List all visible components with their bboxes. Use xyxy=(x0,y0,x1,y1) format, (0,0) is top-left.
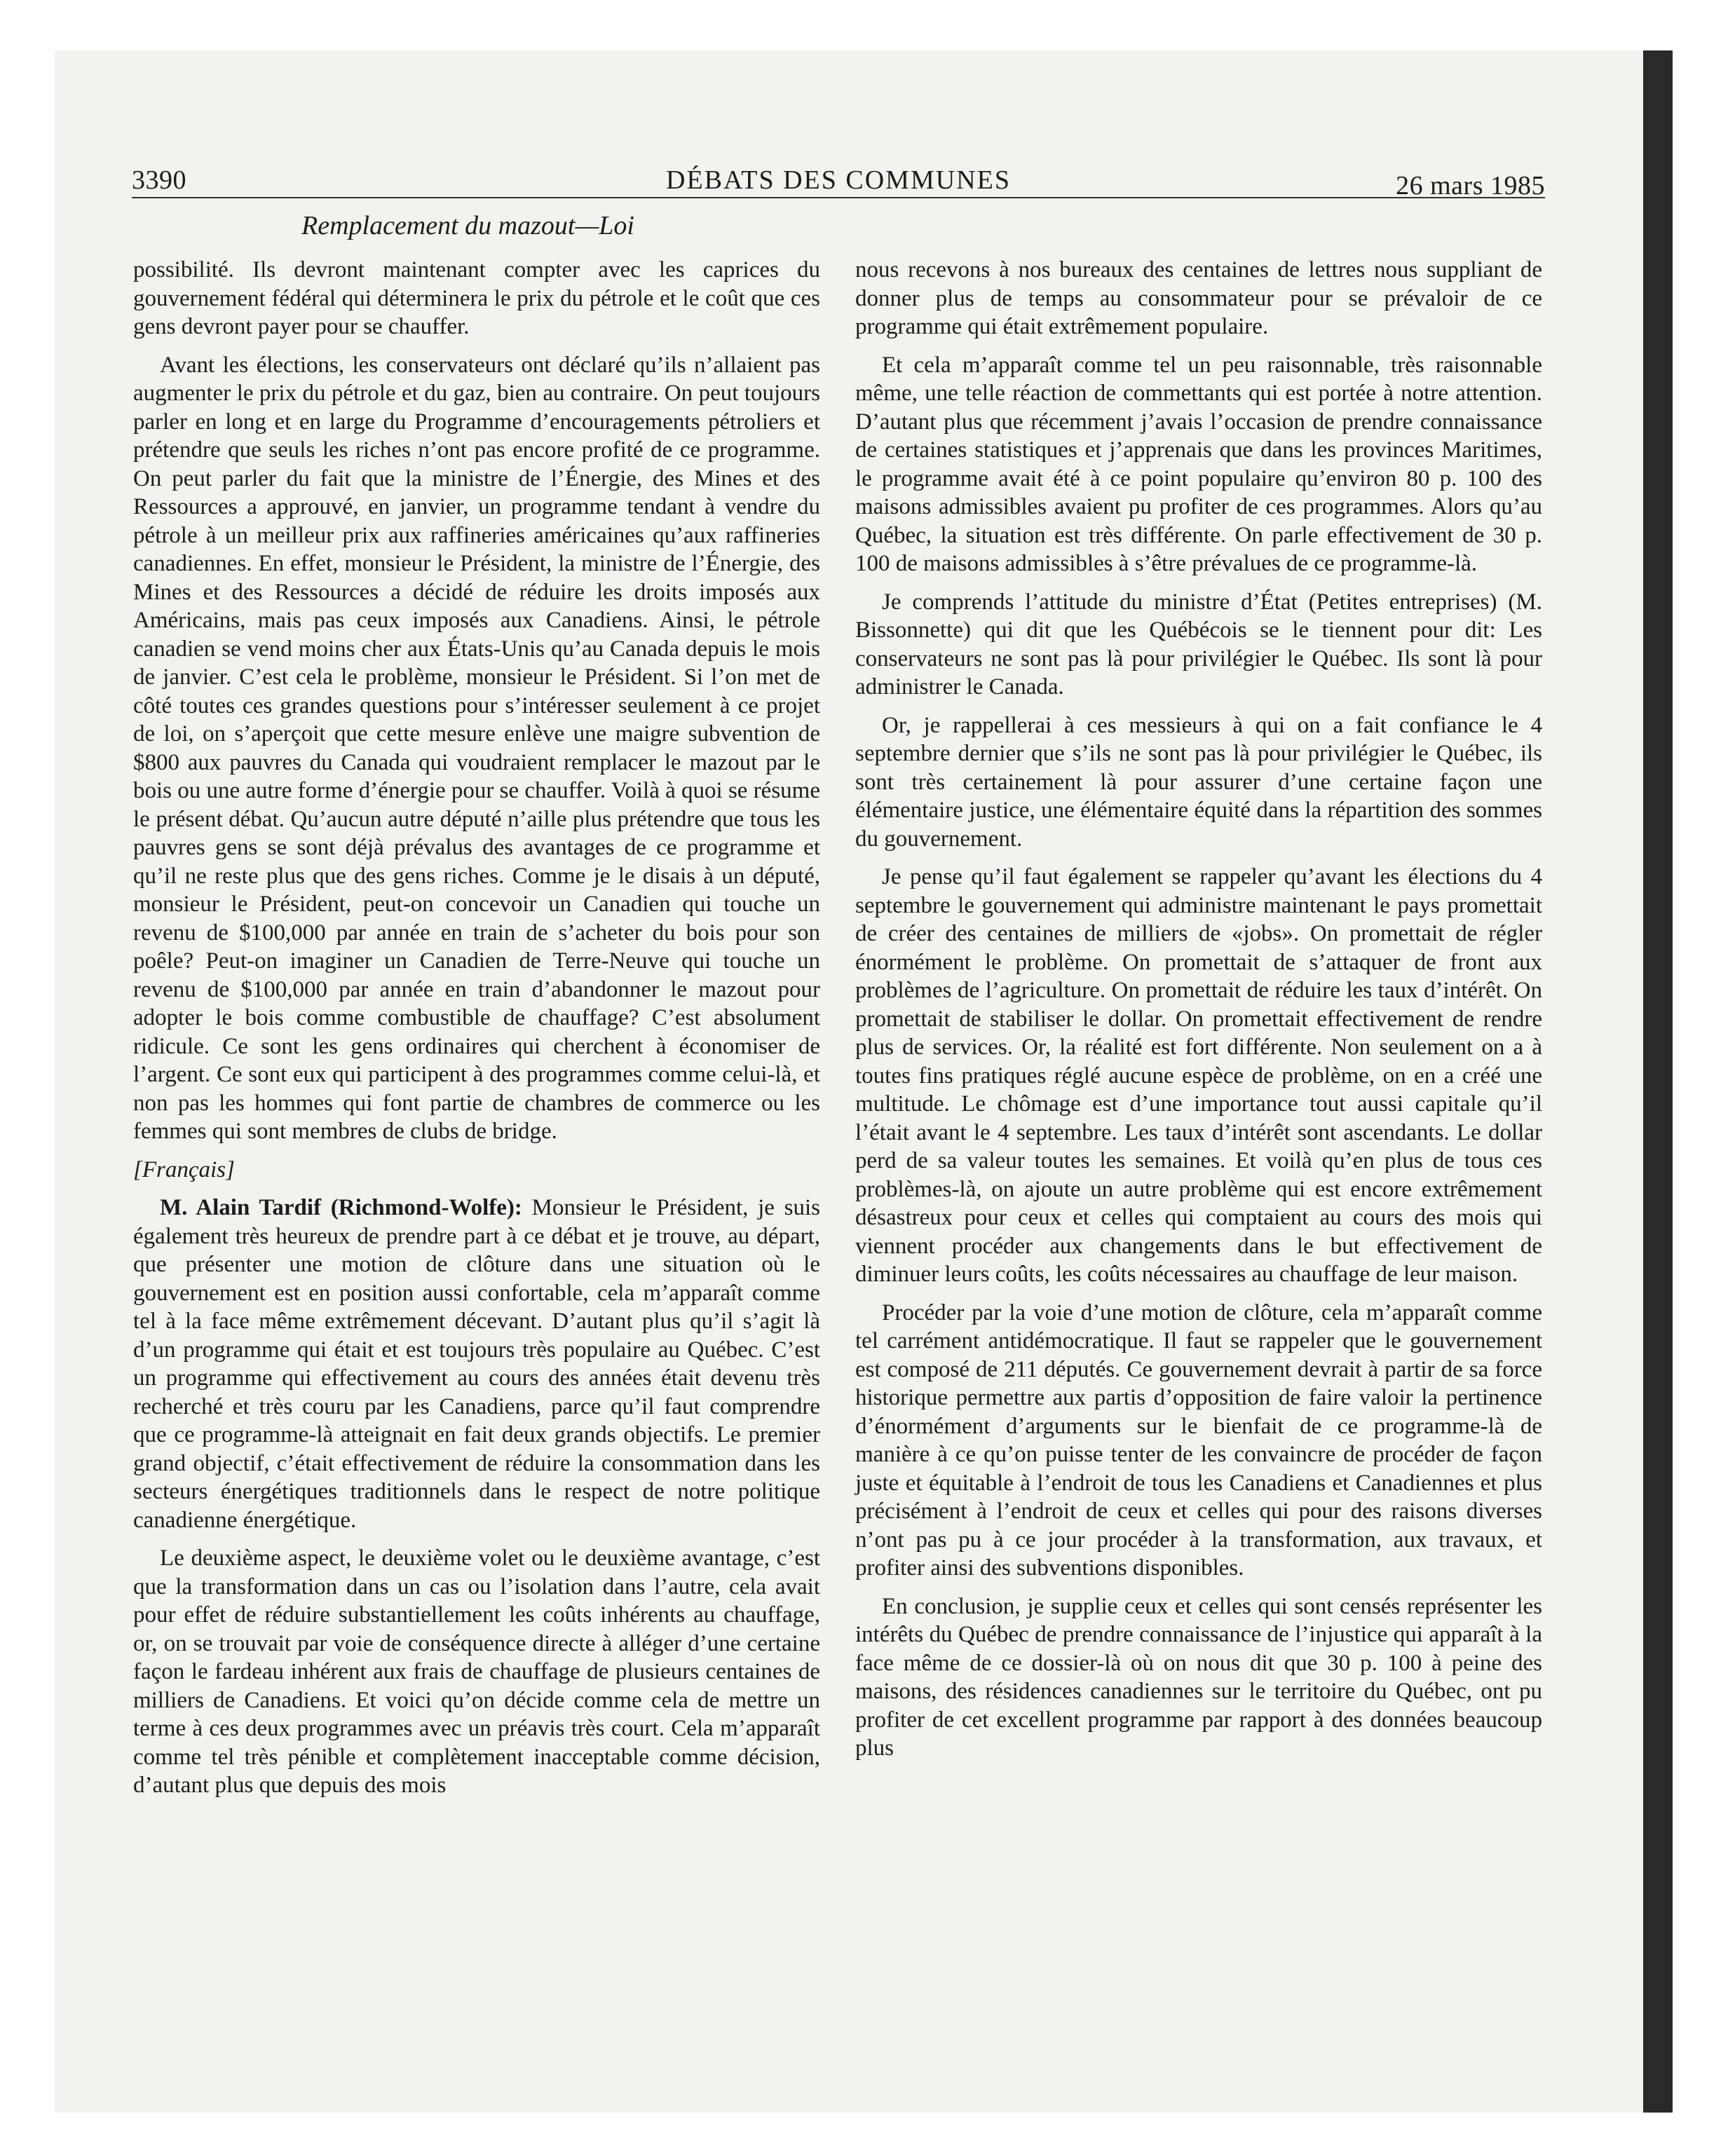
left-column xyxy=(133,256,820,1810)
page-date: 26 mars 1985 xyxy=(1396,171,1545,200)
paragraph: Et cela m’apparaît comme tel un peu raisonnable, très raisonnable même, une telle réaction de commettants qui est portée à notre attention. D’autant plus que récemment j’avais l’occasion de prendre connaissance de certaines statistiques et j’apprenais que dans les provinces Maritimes, le programme avait été à ce point populaire qu’environ 80 p. 100 des maisons admissibles avaient pu profiter de ces programmes. Alors qu’au Québec, la situation est très différente. On parle effectivement de 30 p. 100 de maisons admissibles à s’être prévalues de ce programme-là. xyxy=(855,352,1542,576)
paragraph: Je comprends l’attitude du ministre d’État (Petites entreprises) (M. Bissonnette) qui dit que les Québécois se le tiennent pour dit: Les conservateurs ne sont pas là pour privilégier le Québec. Ils sont là pour administrer le Canada. xyxy=(855,589,1542,700)
paragraph: Le deuxième aspect, le deuxième volet ou le deuxième avantage, c’est que la transformation dans un cas ou l’isolation dans l’autre, cela avait pour effet de réduire substantiellement les coûts inhérents au chauffage, or, on se trouvait par voie de conséquence directe à alléger d’une certaine façon le fardeau inhérent aux frais de chauffage de plusieurs centaines de milliers de Canadiens. Et voici qu’on décide comme cela de mettre un terme à ces deux programmes avec un préavis très court. Cela m’apparaît comme tel très pénible et complètement inacceptable comme décision, d’autant plus que depuis des mois xyxy=(133,1546,820,1798)
binding-edge xyxy=(1643,50,1673,2113)
paragraph: nous recevons à nos bureaux des centaines de lettres nous suppliant de donner plus de temps au consommateur pour se prévaloir de ce programme qui était extrêmement populaire. xyxy=(855,257,1542,339)
page-number: 3390 xyxy=(132,165,186,195)
speech-text: Monsieur le Président, je suis également très heureux de prendre part à ce débat et je trouve, au départ, que présenter une motion de clôture dans une situation où le gouvernement est en position aussi confortable, cela m’apparaît comme tel à la face même extrêmement décevant. D’autant plus qu’il s’agit là d’un programme qui était et est toujours très populaire au Québec. C’est un programme qui effectivement au cours des années était devenu très recherché et très couru par les Canadiens, parce qu’il faut comprendre que ce programme-là atteignait en fait deux grands objectifs. Le premier grand objectif, c’était effectivement de réduire la consommation dans les secteurs énergétiques traditionnels dans le respect de notre politique canadienne énergétique. xyxy=(133,1195,820,1533)
paragraph: Je pense qu’il faut également se rappeler qu’avant les élections du 4 septembre le gouvernement qui administre maintenant le pays promettait de créer des centaines de milliers de «jobs». On promettait de régler énormément le problème. On promettait de s’attaquer de front aux problèmes de l’agriculture. On promettait de réduire les taux d’intérêt. On promettait de stabiliser le dollar. On promettait effectivement de rendre plus de services. Or, la réalité est fort différente. Non seulement on a à toutes fins pratiques réglé aucune espèce de problème, on en a créé une multitude. Le chômage est d’une importance tout aussi capitale qu’il l’était avant le 4 septembre. Les taux d’intérêt sont ascendants. Le dollar perd de sa valeur toutes les semaines. Et voilà qu’en plus de tous ces problèmes-là, on ajoute un autre problème qui est encore extrêmement désastreux pour ceux et celles qui comptaient au cours des mois qui viennent procéder aux changements dans le but effectivement de diminuer leurs coûts, les coûts nécessaires au chauffage de leur maison. xyxy=(855,864,1542,1287)
publication-title: DÉBATS DES COMMUNES xyxy=(666,165,1011,195)
speaker-paragraph xyxy=(133,1194,820,1534)
page-header xyxy=(132,161,1545,198)
section-subheading: Remplacement du mazout—Loi xyxy=(301,211,634,240)
right-column xyxy=(855,256,1542,1773)
language-tag: [Français] xyxy=(133,1157,235,1182)
speaker-name: M. Alain Tardif (Richmond-Wolfe): xyxy=(160,1195,522,1220)
paragraph: possibilité. Ils devront maintenant compter avec les caprices du gouvernement fédéral qui déterminera le prix du pétrole et le coût que ces gens devront payer pour se chauffer. xyxy=(133,257,820,339)
paragraph: Procéder par la voie d’une motion de clôture, cela m’apparaît comme tel carrément antidémocratique. Il faut se rappeler que le gouvernement est composé de 211 députés. Ce gouvernement devrait à partir de sa force historique permettre aux partis d’opposition de faire valoir la pertinence d’énormément d’arguments sur le bienfait de ce programme-là de manière à ce qu’on puisse tenter de les convaincre de procéder de façon juste et équitable à l’endroit de tous les Canadiens et Canadiennes et plus précisément à l’endroit de ceux et celles qui pour des raisons diverses n’ont pas pu à ce jour procéder à la transformation, aux travaux, et profiter ainsi des subventions disponibles. xyxy=(855,1299,1542,1581)
paragraph: Avant les élections, les conservateurs ont déclaré qu’ils n’allaient pas augmenter le prix du pétrole et du gaz, bien au contraire. On peut toujours parler en long et en large du Programme d’encouragements pétroliers et prétendre que seuls les riches n’ont pas encore profité de ce programme. On peut parler du fait que la ministre de l’Énergie, des Mines et des Ressources a approuvé, en janvier, un programme tendant à vendre du pétrole à un meilleur prix aux raffineries américaines qu’aux raffineries canadiennes. En effet, monsieur le Président, la ministre de l’Énergie, des Mines et des Ressources a décidé de réduire les droits imposés aux Américains, mais pas ceux imposés aux Canadiens. Ainsi, le pétrole canadien se vend moins cher aux États-Unis qu’au Canada depuis le mois de janvier. C’est cela le problème, monsieur le Président. Si l’on met de côté toutes ces grandes questions pour s’intéresser seulement à ce projet de loi, on s’aperçoit que cette mesure enlève une maigre subvention de $800 aux pauvres du Canada qui voudraient remplacer le mazout par le bois ou une autre forme d’énergie pour se chauffer. Voilà à quoi se résume le présent débat. Qu’aucun autre député n’aille plus prétendre que tous les pauvres gens se sont déjà prévalus des avantages de ce programme et qu’il ne reste plus que des gens riches. Comme je le disais à un député, monsieur le Président, peut-on concevoir un Canadien qui touche un revenu de $100,000 par année en train de s’acheter du bois pour son poêle? Peut-on imaginer un Canadien de Terre-Neuve qui touche un revenu de $100,000 par année en train d’abandonner le mazout pour adopter le bois comme combustible de chauffage? C’est absolument ridicule. Ce sont les gens ordinaires qui cherchent à économiser de l’argent. Ce sont eux qui participent à des programmes comme celui-là, et non pas les hommes qui font partie de chambres de commerce ou les femmes qui sont membres de clubs de bridge. xyxy=(133,352,820,1144)
paragraph: En conclusion, je supplie ceux et celles qui sont censés représenter les intérêts du Québec de prendre connaissance de l’injustice qui apparaît à la face même de ce dossier-là où on nous dit que 30 p. 100 à peine des maisons, des résidences canadiennes sur le territoire du Québec, ont pu profiter de cet excellent programme par rapport à des données beaucoup plus xyxy=(855,1593,1542,1761)
paragraph: Or, je rappellerai à ces messieurs à qui on a fait confiance le 4 septembre dernier que s’ils ne sont pas là pour privilégier le Québec, ils sont très certainement là pour assurer d’une certaine façon une élémentaire justice, une élémentaire équité dans la répartition des sommes du gouvernement. xyxy=(855,712,1542,852)
